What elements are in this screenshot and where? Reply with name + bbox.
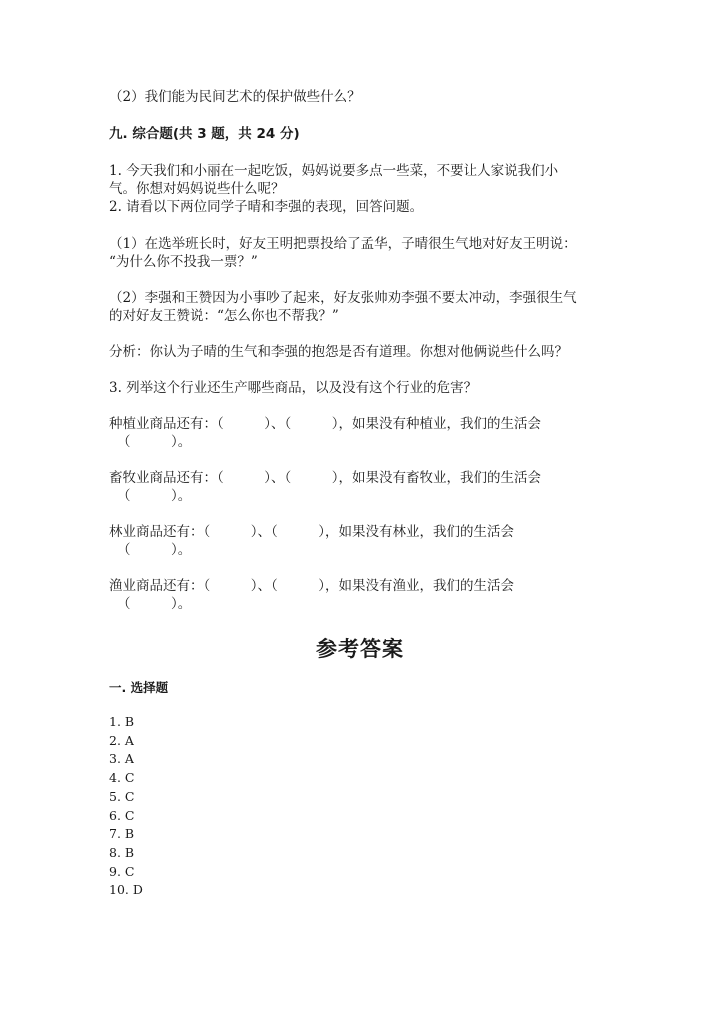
q2-sub1-line2: “为什么你不投我一票？” [109, 254, 258, 270]
q1-text-line2: 气。你想对妈妈说些什么呢？ [109, 181, 285, 197]
q3-item-planting-line1: 种植业商品还有：（ ）、（ ），如果没有种植业，我们的生活会 [109, 416, 541, 432]
answer-item: 7. B [109, 826, 135, 842]
part8-question-2: （2）我们能为民间艺术的保护做些什么？ [109, 89, 361, 105]
answer-item: 3. A [109, 751, 134, 767]
answer-item: 10. D [109, 882, 143, 898]
q1-text-line1: 1. 今天我们和小丽在一起吃饭，妈妈说要多点一些菜，不要让人家说我们小 [109, 163, 559, 179]
q3-text: 3. 列举这个行业还生产哪些商品，以及没有这个行业的危害？ [109, 380, 478, 396]
q3-item-livestock-line1: 畜牧业商品还有：（ ）、（ ），如果没有畜牧业，我们的生活会 [109, 470, 541, 486]
answers-section-1-heading: 一. 选择题 [109, 680, 169, 695]
q2-sub1-line1: （1）在选举班长时，好友王明把票投给了孟华，子晴很生气地对好友王明说： [109, 236, 577, 252]
section-9-heading: 九. 综合题(共 3 题，共 24 分) [109, 126, 300, 142]
answer-item: 6. C [109, 807, 135, 823]
answer-item: 2. A [109, 732, 134, 748]
q3-item-planting-line2: （ ）。 [117, 434, 192, 450]
q3-item-fishery-line2: （ ）。 [117, 596, 192, 612]
q2-analysis: 分析：你认为子晴的生气和李强的抱怨是否有道理。你想对他俩说些什么吗？ [109, 344, 568, 360]
q2-sub2-line1: （2）李强和王赞因为小事吵了起来，好友张帅劝李强不要太冲动，李强很生气 [109, 290, 577, 306]
q3-item-forestry-line2: （ ）。 [117, 542, 192, 558]
answer-key-title: 参考答案 [316, 637, 404, 661]
q3-item-forestry-line1: 林业商品还有：（ ）、（ ），如果没有林业，我们的生活会 [109, 524, 514, 540]
answer-item: 8. B [109, 844, 135, 860]
q2-text: 2. 请看以下两位同学子晴和李强的表现，回答问题。 [109, 199, 424, 215]
q2-sub2-line2: 的对好友王赞说：“怎么你也不帮我？” [109, 308, 339, 324]
answer-item: 1. B [109, 714, 135, 729]
answer-item: 4. C [109, 770, 135, 786]
q3-item-fishery-line1: 渔业商品还有：（ ）、（ ），如果没有渔业，我们的生活会 [109, 578, 514, 594]
q3-item-livestock-line2: （ ）。 [117, 488, 192, 504]
answer-item: 9. C [109, 863, 135, 879]
answer-item: 5. C [109, 788, 135, 804]
